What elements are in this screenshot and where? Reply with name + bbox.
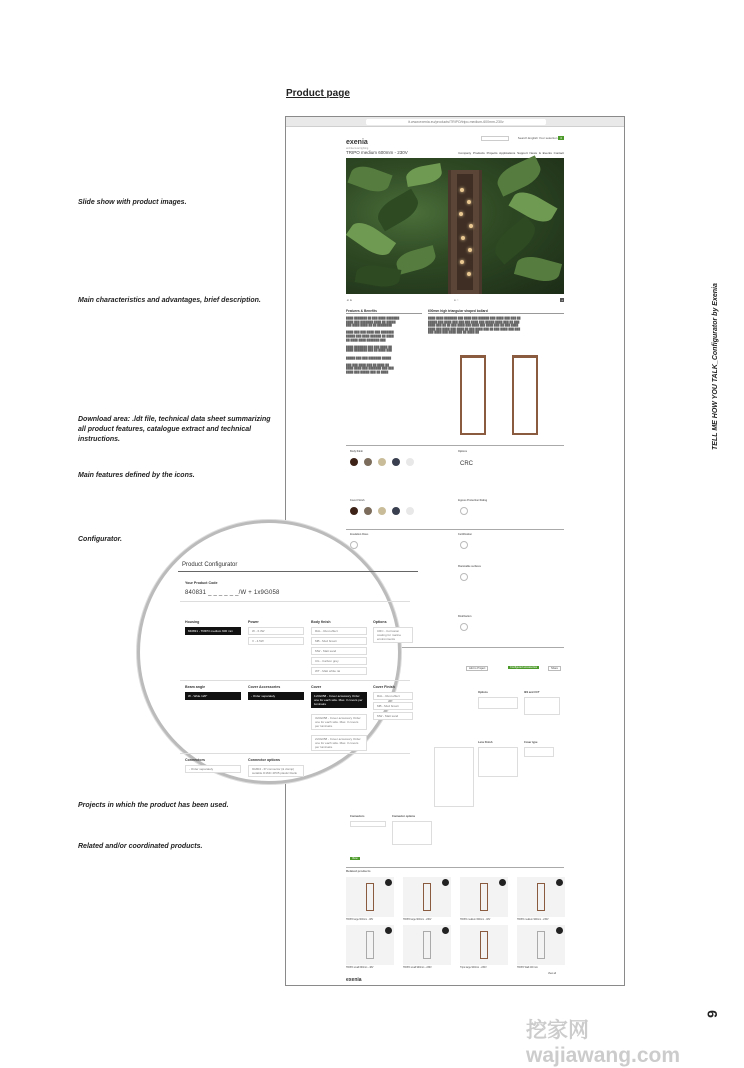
- finish-matt-white[interactable]: [406, 458, 414, 466]
- annotation-related: Related and/or coordinated products.: [78, 843, 203, 850]
- annotation-configurator: Configurator.: [78, 536, 122, 543]
- certification-label: Certification: [458, 533, 472, 536]
- beam-angle-select[interactable]: W - Wide 120°: [185, 692, 241, 700]
- footer-logo[interactable]: exenia: [346, 977, 362, 983]
- annotation-download: Download area: .ldt file, technical data sheet summarizing all product features, catalogue extract and technical instructions.: [78, 416, 271, 443]
- related-card-2[interactable]: [403, 877, 451, 917]
- related-card-3[interactable]: [460, 877, 508, 917]
- cover-accessories-label: Cover Accessories: [248, 685, 281, 689]
- related-name-7[interactable]: Tripo large 900mm - 230V: [460, 967, 487, 969]
- related-card-8[interactable]: [517, 925, 565, 965]
- cfg-ies-col: IES and CCT: [524, 691, 540, 694]
- related-name-5[interactable]: TRIPO small 600mm - 48V: [346, 967, 374, 969]
- top-links[interactable]: Search English Your selection 0: [517, 136, 562, 140]
- related-name-6[interactable]: TRIPO small 900mm - 230V: [403, 967, 432, 969]
- cover-mud-brown[interactable]: [364, 507, 372, 515]
- vertical-caption: TELL ME HOW YOU TALK_Configurator by Exenia: [712, 283, 719, 450]
- related-name-2[interactable]: TRIPO large 900mm - 230V: [403, 919, 432, 921]
- cover-label: Cover: [311, 685, 322, 689]
- page-number: 9: [703, 1010, 720, 1018]
- cover-matt-white[interactable]: [406, 507, 414, 515]
- site-header: [286, 127, 624, 155]
- finish-carbon-grey[interactable]: [392, 458, 400, 466]
- drawing-side: [512, 355, 538, 435]
- body-option-2[interactable]: MB - Mud brown: [311, 637, 367, 645]
- main-nav[interactable]: Company Products Projects Applications Support News & Events Contact: [458, 151, 564, 155]
- body-option-4[interactable]: CG - Carbon grey: [311, 657, 367, 665]
- features-text: ████ ███████ ██ ███ ████ ███████ ████ ███ ███████ ████ ██ █████ ███ ████ ████ ██ ██ ████████ ████ ███ ███ ████ ███ ███████ █████ ███ ████ ██████ ██ ████ ██ ████ ████ ███████ ███ ████ ███████ ███ ███ ████ ██ ████ ███████ ███ ██ ████ ███ █████ ███ ███ ███████ █████ ███ ███ ████ ███ ██ ████ ██ ████ ████ ███ ███████ ███ ███ ████ ███ █████ ███ ██ ████: [346, 317, 400, 374]
- insulation-label: Insulation Class: [350, 533, 369, 536]
- distribution-label: Distribution: [458, 615, 472, 618]
- power-label: Power: [248, 620, 259, 624]
- connector-options-label: Connector options: [248, 758, 280, 762]
- annotation-projects: Projects in which the product has been used.: [78, 802, 229, 809]
- cover-finish-label: Cover Finish: [350, 499, 365, 502]
- search-input[interactable]: [481, 136, 509, 141]
- cover-select[interactable]: 1x9G058 - Cover accessory Order one for each side. Max. 3 covers per luminaire: [311, 692, 367, 708]
- connectors-select[interactable]: - Order separately: [185, 765, 241, 773]
- selection-count[interactable]: 0: [560, 136, 562, 140]
- logo-tagline: architectural lighting: [346, 147, 369, 150]
- cover-finish-option-2[interactable]: MB - Mud brown: [373, 702, 413, 710]
- product-code-label: Your Product Code: [185, 581, 218, 585]
- related-card-6[interactable]: [403, 925, 451, 965]
- bollard-image: [448, 170, 482, 294]
- beam-angle-label: Beam angle: [185, 685, 206, 689]
- ip66-icon: [460, 507, 468, 515]
- cover-rust[interactable]: [350, 507, 358, 515]
- cfg-cover-type-col: Cover type: [524, 741, 538, 744]
- power-option-2[interactable]: V - 4.5W: [248, 637, 304, 645]
- flammable-icon: [460, 573, 468, 581]
- connector-options-select[interactable]: 9G804 - IP connector (& clamp) suitable D1MC 2P05 plastic blank: [248, 765, 304, 777]
- body-option-3[interactable]: MW - Matt sand: [311, 647, 367, 655]
- cover-matt-sand[interactable]: [378, 507, 386, 515]
- related-card-5[interactable]: [346, 925, 394, 965]
- finish-rust[interactable]: [350, 458, 358, 466]
- exenia-logo[interactable]: exenia: [346, 139, 368, 146]
- slideshow-controls[interactable]: ◄ ► ● ○ +: [346, 298, 563, 302]
- product-slideshow[interactable]: [346, 158, 564, 294]
- view-all-link[interactable]: View all: [548, 973, 556, 975]
- cfg-connectors-item[interactable]: [350, 821, 386, 827]
- browser-bar: [286, 117, 624, 127]
- configured-accessories-button[interactable]: Configured accessories: [510, 666, 538, 669]
- cfg-cover-item[interactable]: [434, 747, 474, 807]
- cover-finish-option-1[interactable]: RAL - Rust effect: [373, 692, 413, 700]
- drawing-front: [460, 355, 486, 435]
- annotation-characteristics: Main characteristics and advantages, brief description.: [78, 297, 261, 304]
- body-option-5[interactable]: WT - Matt white rai: [311, 667, 367, 675]
- configurator-title: Product Configurator: [182, 562, 238, 568]
- power-option-1[interactable]: W - 6.3W: [248, 627, 304, 635]
- related-heading: Related products: [346, 869, 371, 873]
- related-card-4[interactable]: [517, 877, 565, 917]
- features-heading: Features & Benefits: [346, 309, 422, 314]
- cover-option-2[interactable]: 3x9G058 - Cover accessory Order one for each side. Max. 3 covers per luminaire: [311, 714, 367, 730]
- cfg-option-item[interactable]: [478, 697, 518, 709]
- annotation-icons: Main features defined by the icons.: [78, 472, 195, 479]
- cfg-connector-options-col: Connector options: [392, 815, 416, 818]
- related-name-1[interactable]: TRIPO large 600mm - 48V: [346, 919, 374, 921]
- body-option-1[interactable]: RAL - Rust effect: [311, 627, 367, 635]
- connectors-label: Connectors: [185, 758, 205, 762]
- cert-icon: [460, 541, 468, 549]
- options-label: Options: [458, 450, 468, 453]
- cfg-connectors-col: Connectors: [350, 815, 365, 818]
- page-title: Product page: [286, 88, 350, 99]
- description-heading: 600mm high triangular shaped bollard: [428, 309, 564, 314]
- cfg-ies-item[interactable]: [524, 697, 560, 715]
- related-card-1[interactable]: [346, 877, 394, 917]
- cfg-options-col: Options: [478, 691, 488, 694]
- url-bar[interactable]: it.www.exenia.eu/products/TRIPO/tripo-medium-600mm-230v: [366, 119, 546, 125]
- view-button[interactable]: View: [352, 857, 358, 860]
- distribution-icon: [460, 623, 468, 631]
- options-option[interactable]: CRC - Corrosion coating for marine environments: [373, 627, 413, 643]
- cover-accessories-select[interactable]: - Order separately: [248, 692, 304, 700]
- body-finish-label: Body finish: [350, 450, 364, 453]
- cfg-connector-options-item[interactable]: [392, 821, 432, 845]
- related-name-3[interactable]: TRIPO medium 600mm - 48V: [460, 919, 491, 921]
- cover-option-3[interactable]: 2x9G058 - Cover accessory Order one for each side. Max. 3 covers per luminaire: [311, 735, 367, 751]
- cover-finish-label: Cover Finish: [373, 685, 395, 689]
- options-label: Options: [373, 620, 387, 624]
- ip-rating-label: Ingress Protection Rating: [458, 499, 488, 502]
- description-text: ████ ████ ███████ ███ ████ ███ ██████ ███ ████ ███ ███ ██ █████ ███ ████ ███ ███ ███ ████ ███ █████ ████ ███ ██ ███ ████ ███ ██ ██ ███ ████ ███ ████ ███ ████ ███ ██ ███ ████ ████ ███ ████ ███ ████ ██ ███ ████ ███ ██ ███ ████ ███ ███ ███ ████ ███ ████ ███ ██ ████ ██: [428, 317, 521, 335]
- add-to-project-button[interactable]: Add to Project: [466, 666, 488, 671]
- finish-mud-brown[interactable]: [364, 458, 372, 466]
- cover-finish-option-3[interactable]: MW - Matt sand: [373, 712, 413, 720]
- cfg-cover-type-item[interactable]: [524, 747, 554, 757]
- related-card-7[interactable]: [460, 925, 508, 965]
- annotation-slideshow: Slide show with product images.: [78, 199, 187, 206]
- cfg-lens-col: Lens Finish: [478, 741, 493, 744]
- housing-label: Housing: [185, 620, 200, 624]
- body-finish-label: Body finish: [311, 620, 331, 624]
- related-name-4[interactable]: TRIPO medium 900mm - 230V: [517, 919, 549, 921]
- cfg-lens-item[interactable]: [478, 747, 518, 777]
- product-title: TRIPO medium 600mm - 230V: [346, 150, 408, 155]
- crc-badge: CRC: [460, 461, 473, 467]
- watermark: 挖家网 wajiawang.com: [526, 1019, 681, 1067]
- share-button[interactable]: Share: [548, 666, 561, 671]
- flammable-label: Flammable surfaces: [458, 565, 481, 568]
- ce-icon: [472, 541, 480, 549]
- housing-select[interactable]: 840831 - TRIPO medium 600 mm: [185, 627, 241, 635]
- configurator-magnifier: [137, 520, 401, 784]
- finish-matt-sand[interactable]: [378, 458, 386, 466]
- cover-carbon-grey[interactable]: [392, 507, 400, 515]
- product-code: 840831 _ _ _ _ _ _/W + 1x9G058: [185, 590, 280, 596]
- related-name-8[interactable]: TRIPO Wall 200 mm: [517, 967, 538, 969]
